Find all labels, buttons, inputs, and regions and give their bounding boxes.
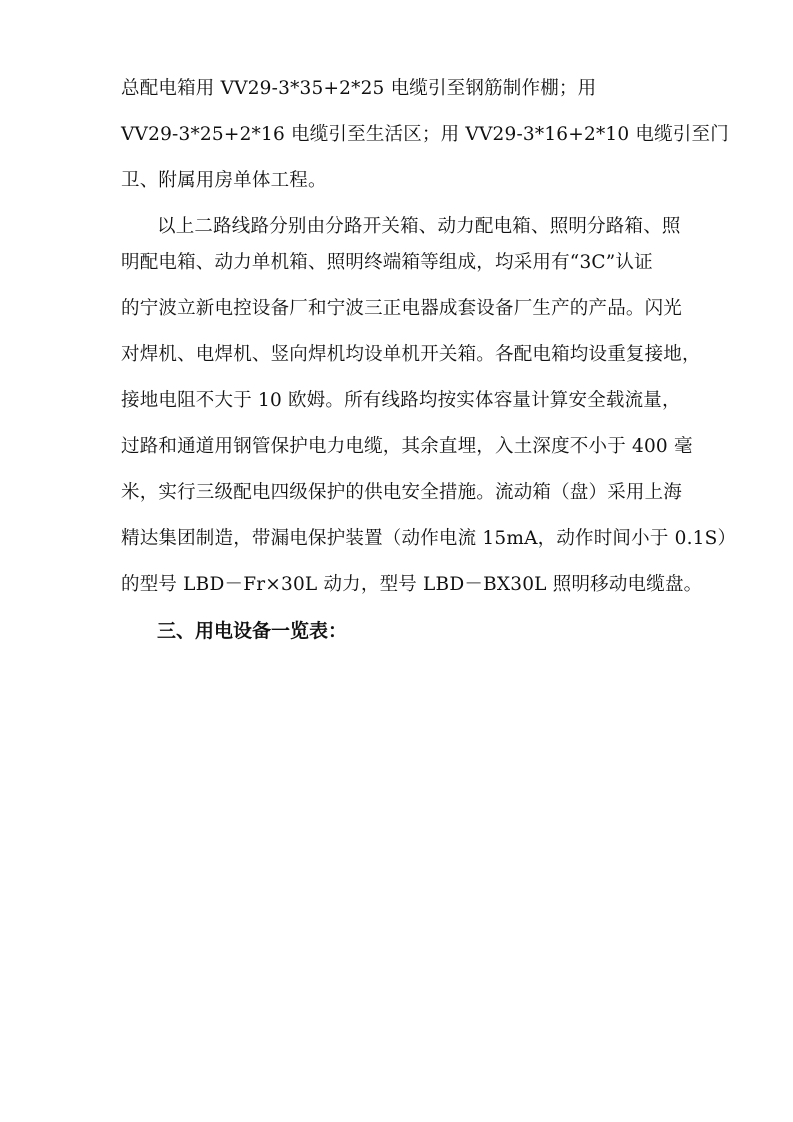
text-line: 的型号 LBD－Fr×30L 动力，型号 LBD－BX30L 照明移动电缆盘。 [121,574,703,595]
text-line: 总配电箱用 VV29-3*35+2*25 电缆引至钢筋制作棚；用 [121,78,597,99]
text-line: 米，实行三级配电四级保护的供电安全措施。流动箱（盘）采用上海 [121,482,683,503]
text-line: 明配电箱、动力单机箱、照明终端箱等组成，均采用有“3C”认证 [121,252,653,273]
text-line: 以上二路线路分别由分路开关箱、动力配电箱、照明分路箱、照 [157,216,681,237]
text-line: 对焊机、电焊机、竖向焊机均设单机开关箱。各配电箱均设重复接地， [121,344,701,365]
section-heading: 三、用电设备一览表： [157,620,348,642]
text-line: 过路和通道用钢管保护电力电缆，其余直埋，入土深度不小于 400 毫 [121,436,693,457]
text-line: 精达集团制造，带漏电保护装置（动作电流 15mA，动作时间小于 0.1S） [121,528,737,549]
text-line: 接地电阻不大于 10 欧姆。所有线路均按实体容量计算安全载流量， [121,390,681,411]
text-line: 卫、附属用房单体工程。 [121,170,327,191]
text-line: VV29-3*25+2*16 电缆引至生活区；用 VV29-3*16+2*10 电缆引至门 [121,124,729,145]
text-line: 的宁波立新电控设备厂和宁波三正电器成套设备厂生产的产品。闪光 [121,298,683,319]
